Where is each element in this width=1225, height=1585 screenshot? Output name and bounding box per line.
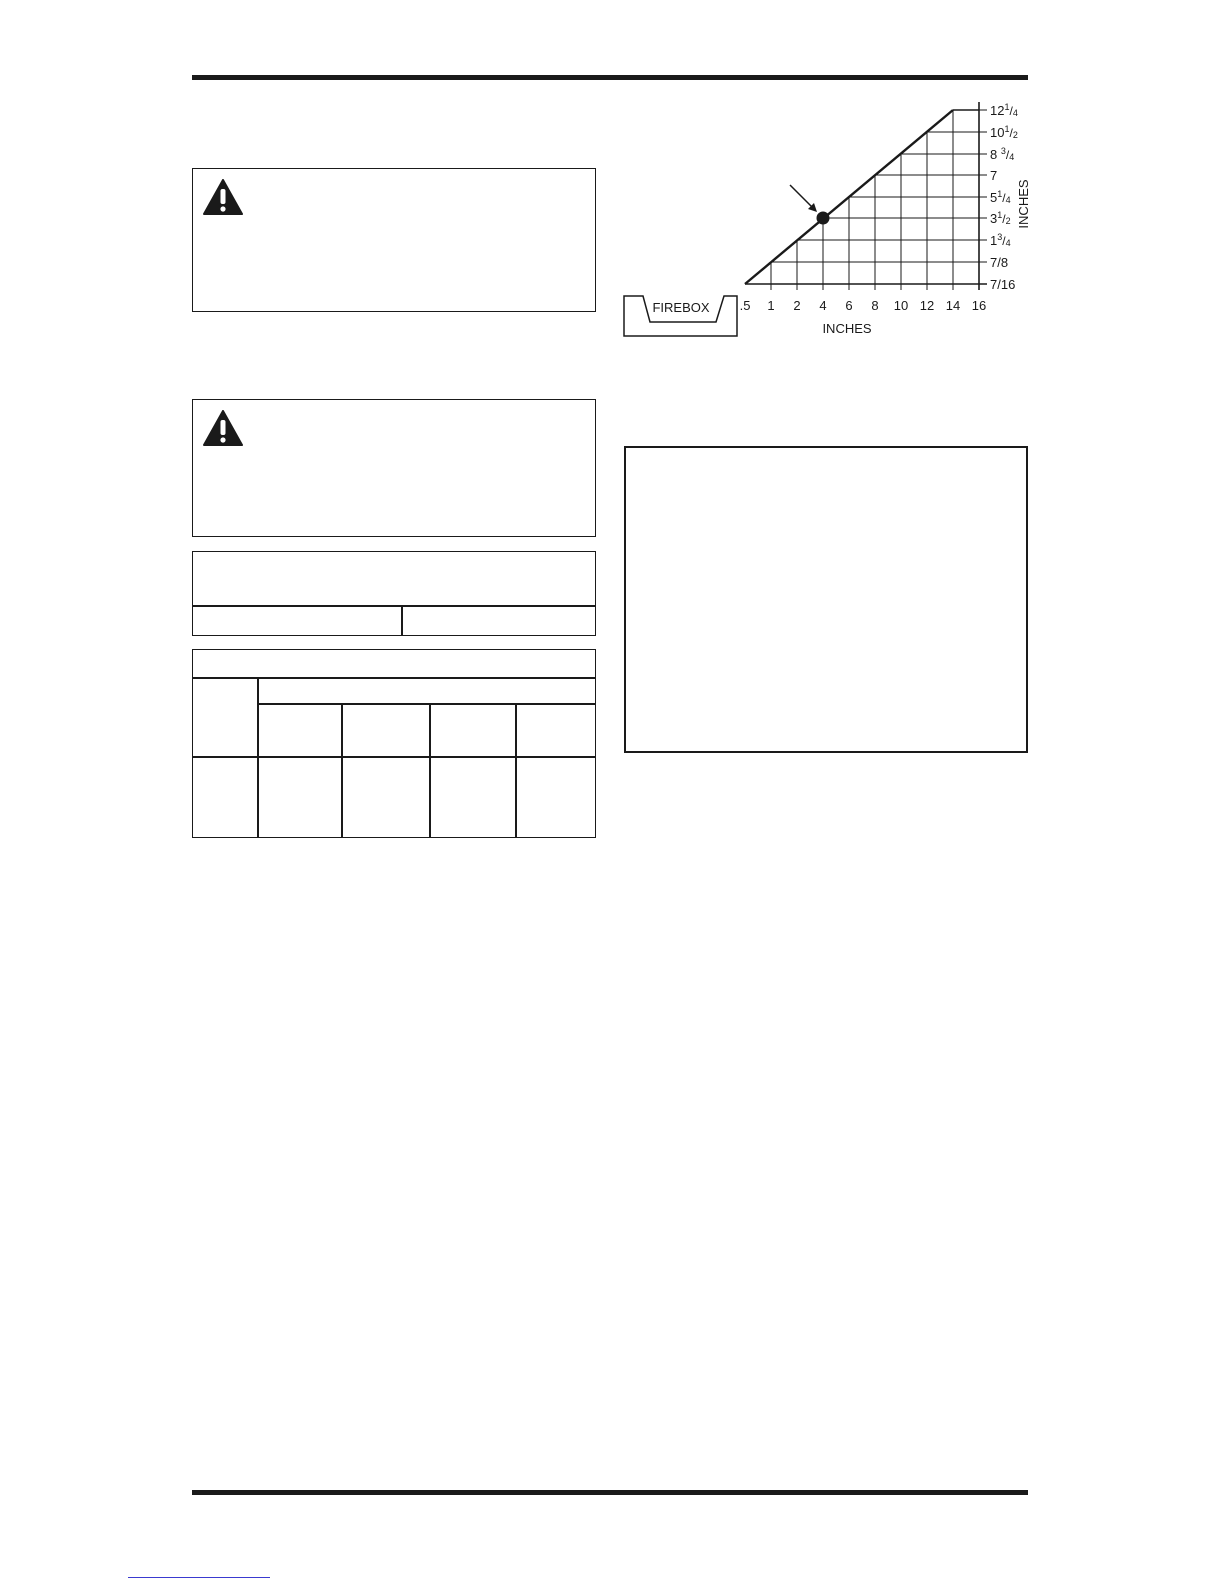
warning-triangle-icon (203, 410, 243, 446)
table-divider (193, 605, 595, 607)
x-tick-label: 2 (793, 298, 801, 313)
y-axis-label: INCHES (1016, 179, 1031, 229)
notice-box (624, 446, 1028, 753)
x-tick-label: 1 (767, 298, 775, 313)
table-divider (193, 677, 595, 679)
x-tick-label: 8 (871, 298, 879, 313)
x-tick-label: .5 (739, 298, 751, 313)
y-tick-label: 7/16 (990, 277, 1016, 292)
warning-box-2 (192, 399, 596, 537)
table-divider (257, 703, 595, 705)
table-divider (429, 703, 431, 837)
spec-table-2 (192, 649, 596, 838)
x-tick-label: 12 (919, 298, 935, 313)
chart-marks (740, 102, 1018, 313)
x-tick-label: 6 (845, 298, 853, 313)
table-divider (193, 756, 595, 758)
x-axis-label: INCHES (822, 321, 872, 336)
y-tick-label: $1^3/4$ (990, 232, 1011, 248)
y-tick-label: $5^1/4$ (990, 189, 1011, 205)
table-divider (515, 703, 517, 837)
y-tick-label: 7/8 (990, 255, 1009, 270)
y-tick-label: $12^1/4$ (990, 102, 1018, 118)
x-tick-label: 16 (971, 298, 987, 313)
firebox-label: FIREBOX (652, 300, 710, 315)
link-underline (128, 1577, 270, 1578)
spec-table-1 (192, 551, 596, 636)
table-divider (401, 605, 403, 635)
x-tick-label: 4 (819, 298, 827, 313)
y-tick-label: $3^1/2$ (990, 210, 1011, 226)
table-divider (341, 703, 343, 837)
y-tick-label: $10^1/2$ (990, 124, 1018, 140)
x-tick-label: 10 (893, 298, 909, 313)
y-tick-label: 8 $^3$/4 (990, 146, 1015, 162)
clearance-chart (0, 0, 1225, 360)
data-point (817, 212, 830, 225)
bottom-rule (192, 1490, 1028, 1495)
y-tick-label: 7 (990, 168, 998, 183)
chart-grid (745, 102, 987, 290)
x-tick-label: 14 (945, 298, 961, 313)
